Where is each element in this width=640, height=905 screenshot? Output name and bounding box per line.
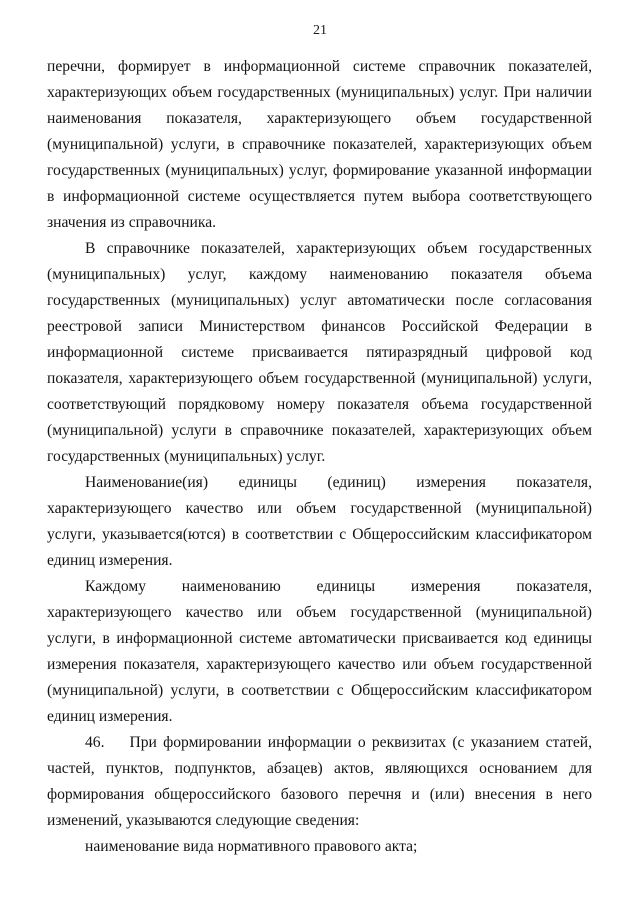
paragraph-unit-codes: Каждому наименованию единицы измерения показателя, характеризующего качество или объем государственной (муниципальной) услуги, в информационной системе автоматически присваивается код единицы измерения показателя, характеризующего качество или объем государственной (муниципальной) услуги, в соответствии с Общероссийским классификатором единиц измерения. <box>47 578 592 725</box>
paragraph-measurement-units: Наименование(ия) единицы (единиц) измерения показателя, характеризующего качество или объем государственной (муниципальной) услуги, указывается(ются) в соответствии с Общероссийским классификатором единиц измерения. <box>47 474 592 569</box>
paragraph-indicator-codes: В справочнике показателей, характеризующих объем государственных (муниципальных) услуг, каждому наименованию показателя объема государственных (муниципальных) услуг автоматически после согласования реестровой записи Министерством финансов Российской Федерации в информационной системе присваивается пятиразрядный цифровой код показателя, характеризующего объем государственной (муниципальной) услуги, соответствующий порядковому номеру показателя объема государственной (муниципальной) услуги в справочнике показателей, характеризующих объем государственных (муниципальных) услуг. <box>47 240 592 465</box>
page-number: 21 <box>313 23 327 38</box>
paragraph-continuation: перечни, формирует в информационной системе справочник показателей, характеризующих объем государственных (муниципальных) услуг. При наличии наименования показателя, характеризующего объем государственной (муниципальной) услуги, в справочнике показателей, характеризующих объем государственных (муниципальных) услуг, формирование указанной информации в информационной системе осуществляется путем выбора соответствующего значения из справочника. <box>47 58 592 231</box>
document-body <box>47 54 592 860</box>
paragraph-act-type-name: наименование вида нормативного правового акта; <box>85 838 418 855</box>
paragraph-item-46: 46. При формировании информации о реквизитах (с указанием статей, частей, пунктов, подпунктов, абзацев) актов, являющихся основанием для формирования общероссийского базового перечня и (или) внесения в него изменений, указываются следующие сведения: <box>47 734 592 829</box>
